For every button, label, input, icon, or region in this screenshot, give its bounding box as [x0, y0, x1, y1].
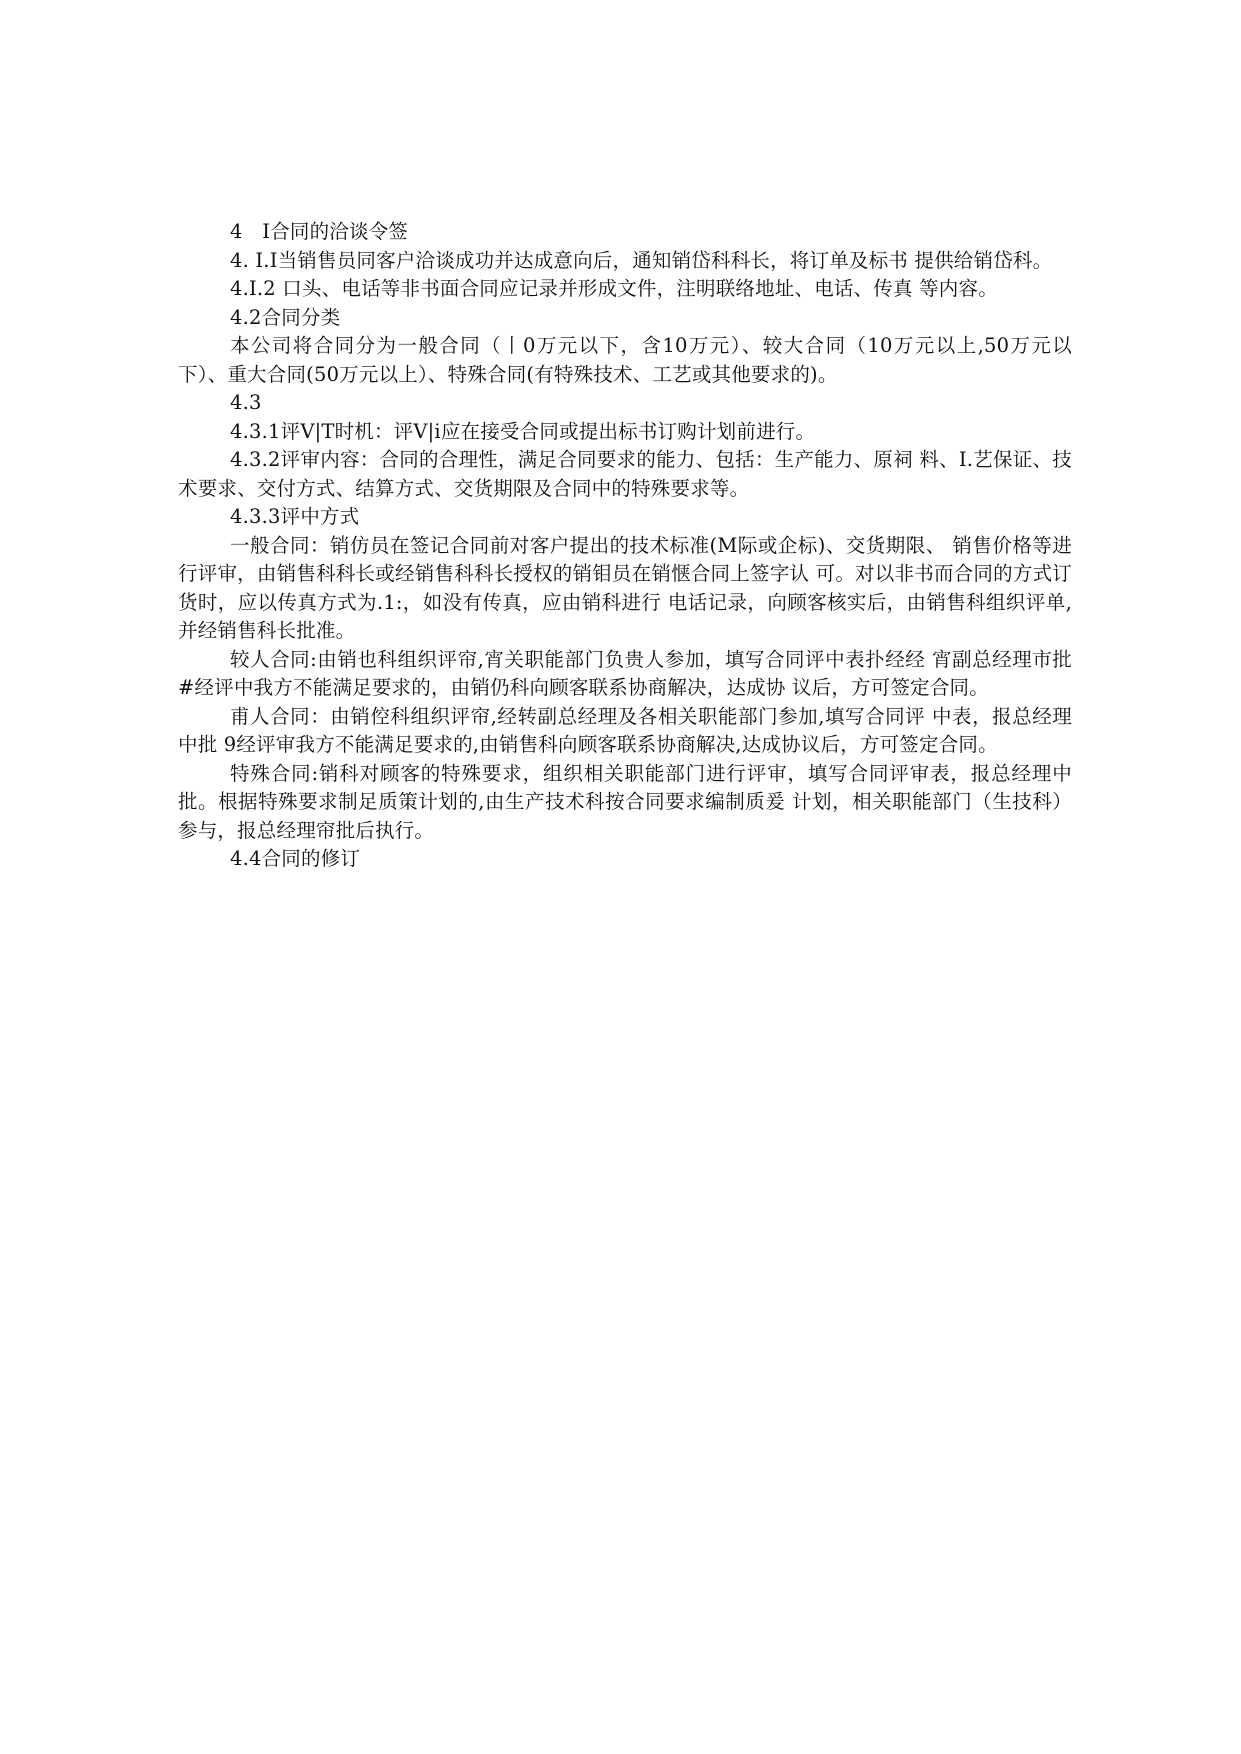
paragraph-4-1-2: 4.I.2 口头、电话等非书面合同应记录并形成文件，注明联络地址、电话、传真 等内容。: [230, 277, 998, 300]
paragraph-major-contract: 甫人合同：由销倥科组织评帘,经转副总经理及各相关职能部门参加,填写合同评 中表，报总经理中批 9经评审我方不能满足要求的,由销售科向顾客联系协商解决,达成协议后，方可签定合同。: [178, 704, 1072, 756]
paragraph-4-3-1: 4.3.1评V|T时机：评V|i应在接受合同或提出标书订购计划前进行。: [230, 419, 816, 443]
paragraph-special-contract: 特殊合同:销科对顾客的特殊要求，组织相关职能部门进行评审，填写合同评审表，报总经理中批。根据特殊要求制足质策计划的,由生产技术科按合同要求编制质爰 计划，相关职能部门（生技科）参与，报总经理帘批后执行。: [178, 761, 1072, 842]
heading-4-3-3: 4.3.3评中方式: [230, 505, 360, 528]
paragraph-larger-contract: 较人合同:由销也科组织评帘,宵关职能部门负贵人参加，填写合同评中表扑经经 宵副总经理市批#经评中我方不能满足要求的，由销仍科向顾客联系协商解决，达成协 议后，方可签定合同。: [178, 647, 1072, 699]
heading-4-3: 4.3: [230, 391, 262, 414]
paragraph-general-contract: 一般合同：销仿员在签记合同前对客户提出的技术标准(M际或企标)、交货期限、 销售价格等进行评审，由销售科科长或经销售科科长授权的销钼员在销惬合同上签字认 可。对以非书而合同的方式订货时，应以传真方式为.1:，如没有传真，应由销科进行 电话记录，向顾客核实后，由销售科组织评单,并经销售科长批准。: [178, 533, 1072, 642]
heading-4-2: 4.2合同分类: [230, 305, 341, 329]
paragraph-contract-classification: 本公司将合同分为一般合同（丨0万元以下，含10万元）、较大合同（10万元以上,50万元以下）、重大合同(50万元以上）、特殊合同(有特殊技术、工艺或其他要求的)。: [178, 334, 1072, 386]
document-body: [178, 218, 1072, 874]
paragraph-4-1-1: 4. I.I当销售员同客户洽谈成功并达成意向后，通知销岱科科长，将订单及标书 提供给销岱科。: [230, 248, 1053, 272]
heading-4-4: 4.4合同的修订: [230, 847, 361, 870]
heading-4-1: 4 I合同的洽谈令签: [230, 220, 409, 243]
paragraph-4-3-2: 4.3.2评审内容：合同的合理性，满足合同要求的能力、包括：生产能力、原祠 料、I.艺保证、技术要求、交付方式、结算方式、交货期限及合同中的特殊要求等。: [178, 448, 1072, 500]
